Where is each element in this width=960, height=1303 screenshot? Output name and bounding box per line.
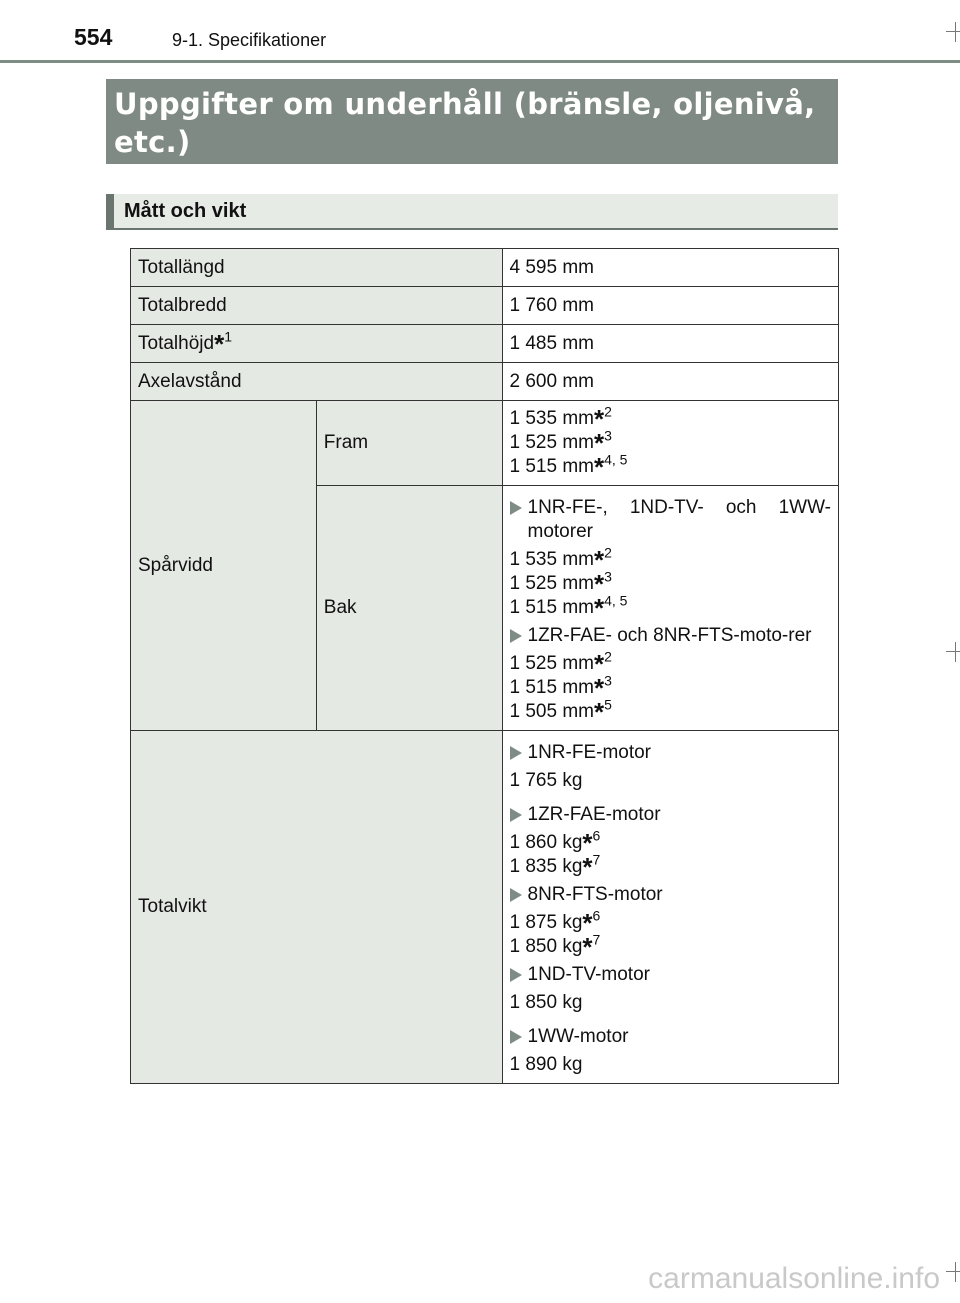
footnote-star: * (582, 852, 593, 882)
engine-label: 1ZR-FAE- och 8NR-FTS-moto-rer (527, 625, 812, 646)
value-text: 1 835 kg (509, 856, 583, 877)
footnote-star: * (593, 673, 605, 703)
value-line (510, 991, 832, 1015)
footnote-star: * (582, 828, 593, 858)
value-line (509, 427, 832, 458)
value-line (509, 568, 832, 599)
footnote-star: * (593, 649, 605, 679)
value-text: 1 850 kg (509, 992, 583, 1013)
value-text: 1 765 kg (509, 770, 583, 791)
triangle-bullet-icon (510, 501, 522, 515)
value-line (509, 907, 832, 938)
footnote-ref: 3 (604, 568, 612, 585)
value-line (509, 931, 832, 962)
page-number: 554 (74, 24, 113, 50)
value-text: 1 515 mm (509, 677, 594, 698)
footnote-ref: 7 (592, 851, 601, 868)
table-row (131, 363, 839, 401)
triangle-bullet-icon (510, 808, 522, 822)
engine-label: 1ZR-FAE-motor (527, 804, 661, 825)
footnote-ref: 6 (592, 907, 601, 924)
row-value: 4 595 mm (502, 249, 839, 287)
row-label: Totalvikt (131, 731, 503, 1084)
footnote-star: * (593, 428, 605, 458)
value-line (509, 403, 832, 434)
footnote-star: * (593, 545, 605, 575)
engine-item (510, 883, 832, 907)
row-label-cell (131, 325, 503, 363)
engine-item (510, 496, 832, 544)
footnote-star: * (582, 908, 593, 938)
footnote-ref: 2 (604, 544, 612, 561)
value-text: 1 890 kg (509, 1054, 583, 1075)
engine-item (510, 624, 832, 648)
value-text: 1 515 mm (509, 456, 594, 477)
footnote-star: * (593, 569, 605, 599)
value-text: 1 525 mm (509, 653, 594, 674)
row-label: Totalhöjd (138, 332, 215, 354)
row-value: 1 760 mm (502, 287, 839, 325)
footnote-ref: 4, 5 (604, 592, 628, 609)
table-row (131, 731, 839, 1084)
row-label: Totallängd (131, 249, 503, 287)
registration-mark-icon (946, 642, 960, 662)
value-line (509, 592, 832, 623)
row-value: 1 485 mm (502, 325, 839, 363)
footnote-star: * (593, 697, 605, 727)
footnote-star: * (593, 404, 605, 434)
value-text: 1 525 mm (509, 432, 594, 453)
value-line (510, 769, 832, 793)
sub-label: Fram (316, 401, 502, 486)
row-label: Axelavstånd (131, 363, 503, 401)
row-label: Spårvidd (131, 401, 317, 731)
footnote-ref: 5 (604, 696, 612, 713)
value-line (509, 851, 832, 882)
table-row (131, 325, 839, 363)
footnote-ref: 2 (604, 403, 612, 420)
value-line (509, 544, 832, 575)
footnote-ref: 7 (592, 931, 601, 948)
watermark: carmanualsonline.info (648, 1262, 940, 1295)
table-row (131, 287, 839, 325)
triangle-bullet-icon (510, 968, 522, 982)
value-text: 1 535 mm (509, 549, 594, 570)
engine-item (510, 963, 832, 987)
value-cell (502, 401, 839, 486)
table-row (131, 401, 839, 486)
value-text: 1 515 mm (509, 597, 594, 618)
value-text: 1 875 kg (509, 912, 583, 933)
value-line (509, 672, 832, 703)
footnote-ref: 1 (224, 328, 232, 345)
value-text: 1 535 mm (509, 408, 594, 429)
section-title: 9-1. Specifikationer (172, 30, 327, 50)
footnote-ref: 4, 5 (604, 451, 628, 468)
value-cell (502, 731, 839, 1084)
engine-label: 8NR-FTS-motor (527, 884, 663, 905)
dimensions-weight-table (130, 248, 839, 1084)
value-text: 1 850 kg (509, 936, 583, 957)
footnote-ref: 6 (592, 827, 601, 844)
table-row (131, 249, 839, 287)
triangle-bullet-icon (510, 629, 522, 643)
value-text: 1 525 mm (509, 573, 594, 594)
footnote-star: * (582, 932, 593, 962)
engine-label: 1WW-motor (527, 1026, 629, 1047)
registration-mark-icon (946, 22, 960, 42)
engine-label: 1NR-FE-motor (527, 742, 652, 763)
footnote-ref: 3 (604, 427, 612, 444)
engine-label: 1NR-FE-, 1ND-TV- och 1WW-motorer (527, 497, 831, 542)
subsection-title: Mått och vikt (106, 194, 838, 230)
triangle-bullet-icon (510, 1030, 522, 1044)
value-line (510, 1053, 832, 1077)
chapter-title: Uppgifter om underhåll (bränsle, oljenivå, etc.) (106, 79, 838, 164)
value-line (509, 648, 832, 679)
row-label: Totalbredd (131, 287, 503, 325)
row-value: 2 600 mm (502, 363, 839, 401)
engine-item (510, 1025, 832, 1049)
engine-item (510, 803, 832, 827)
footnote-ref: 3 (604, 672, 612, 689)
header-divider (0, 60, 960, 63)
triangle-bullet-icon (510, 746, 522, 760)
footnote-star: * (593, 452, 605, 482)
registration-mark-icon (946, 1262, 960, 1282)
value-text: 1 860 kg (509, 832, 583, 853)
footnote-ref: 2 (604, 648, 612, 665)
value-line (509, 696, 832, 727)
footnote-star: * (214, 328, 225, 359)
value-line (509, 827, 832, 858)
footnote-star: * (593, 593, 605, 623)
value-line (509, 451, 832, 482)
sub-label: Bak (316, 486, 502, 731)
value-text: 1 505 mm (509, 701, 594, 722)
value-cell (502, 486, 839, 731)
engine-label: 1ND-TV-motor (527, 964, 650, 985)
triangle-bullet-icon (510, 888, 522, 902)
engine-item (510, 741, 832, 765)
